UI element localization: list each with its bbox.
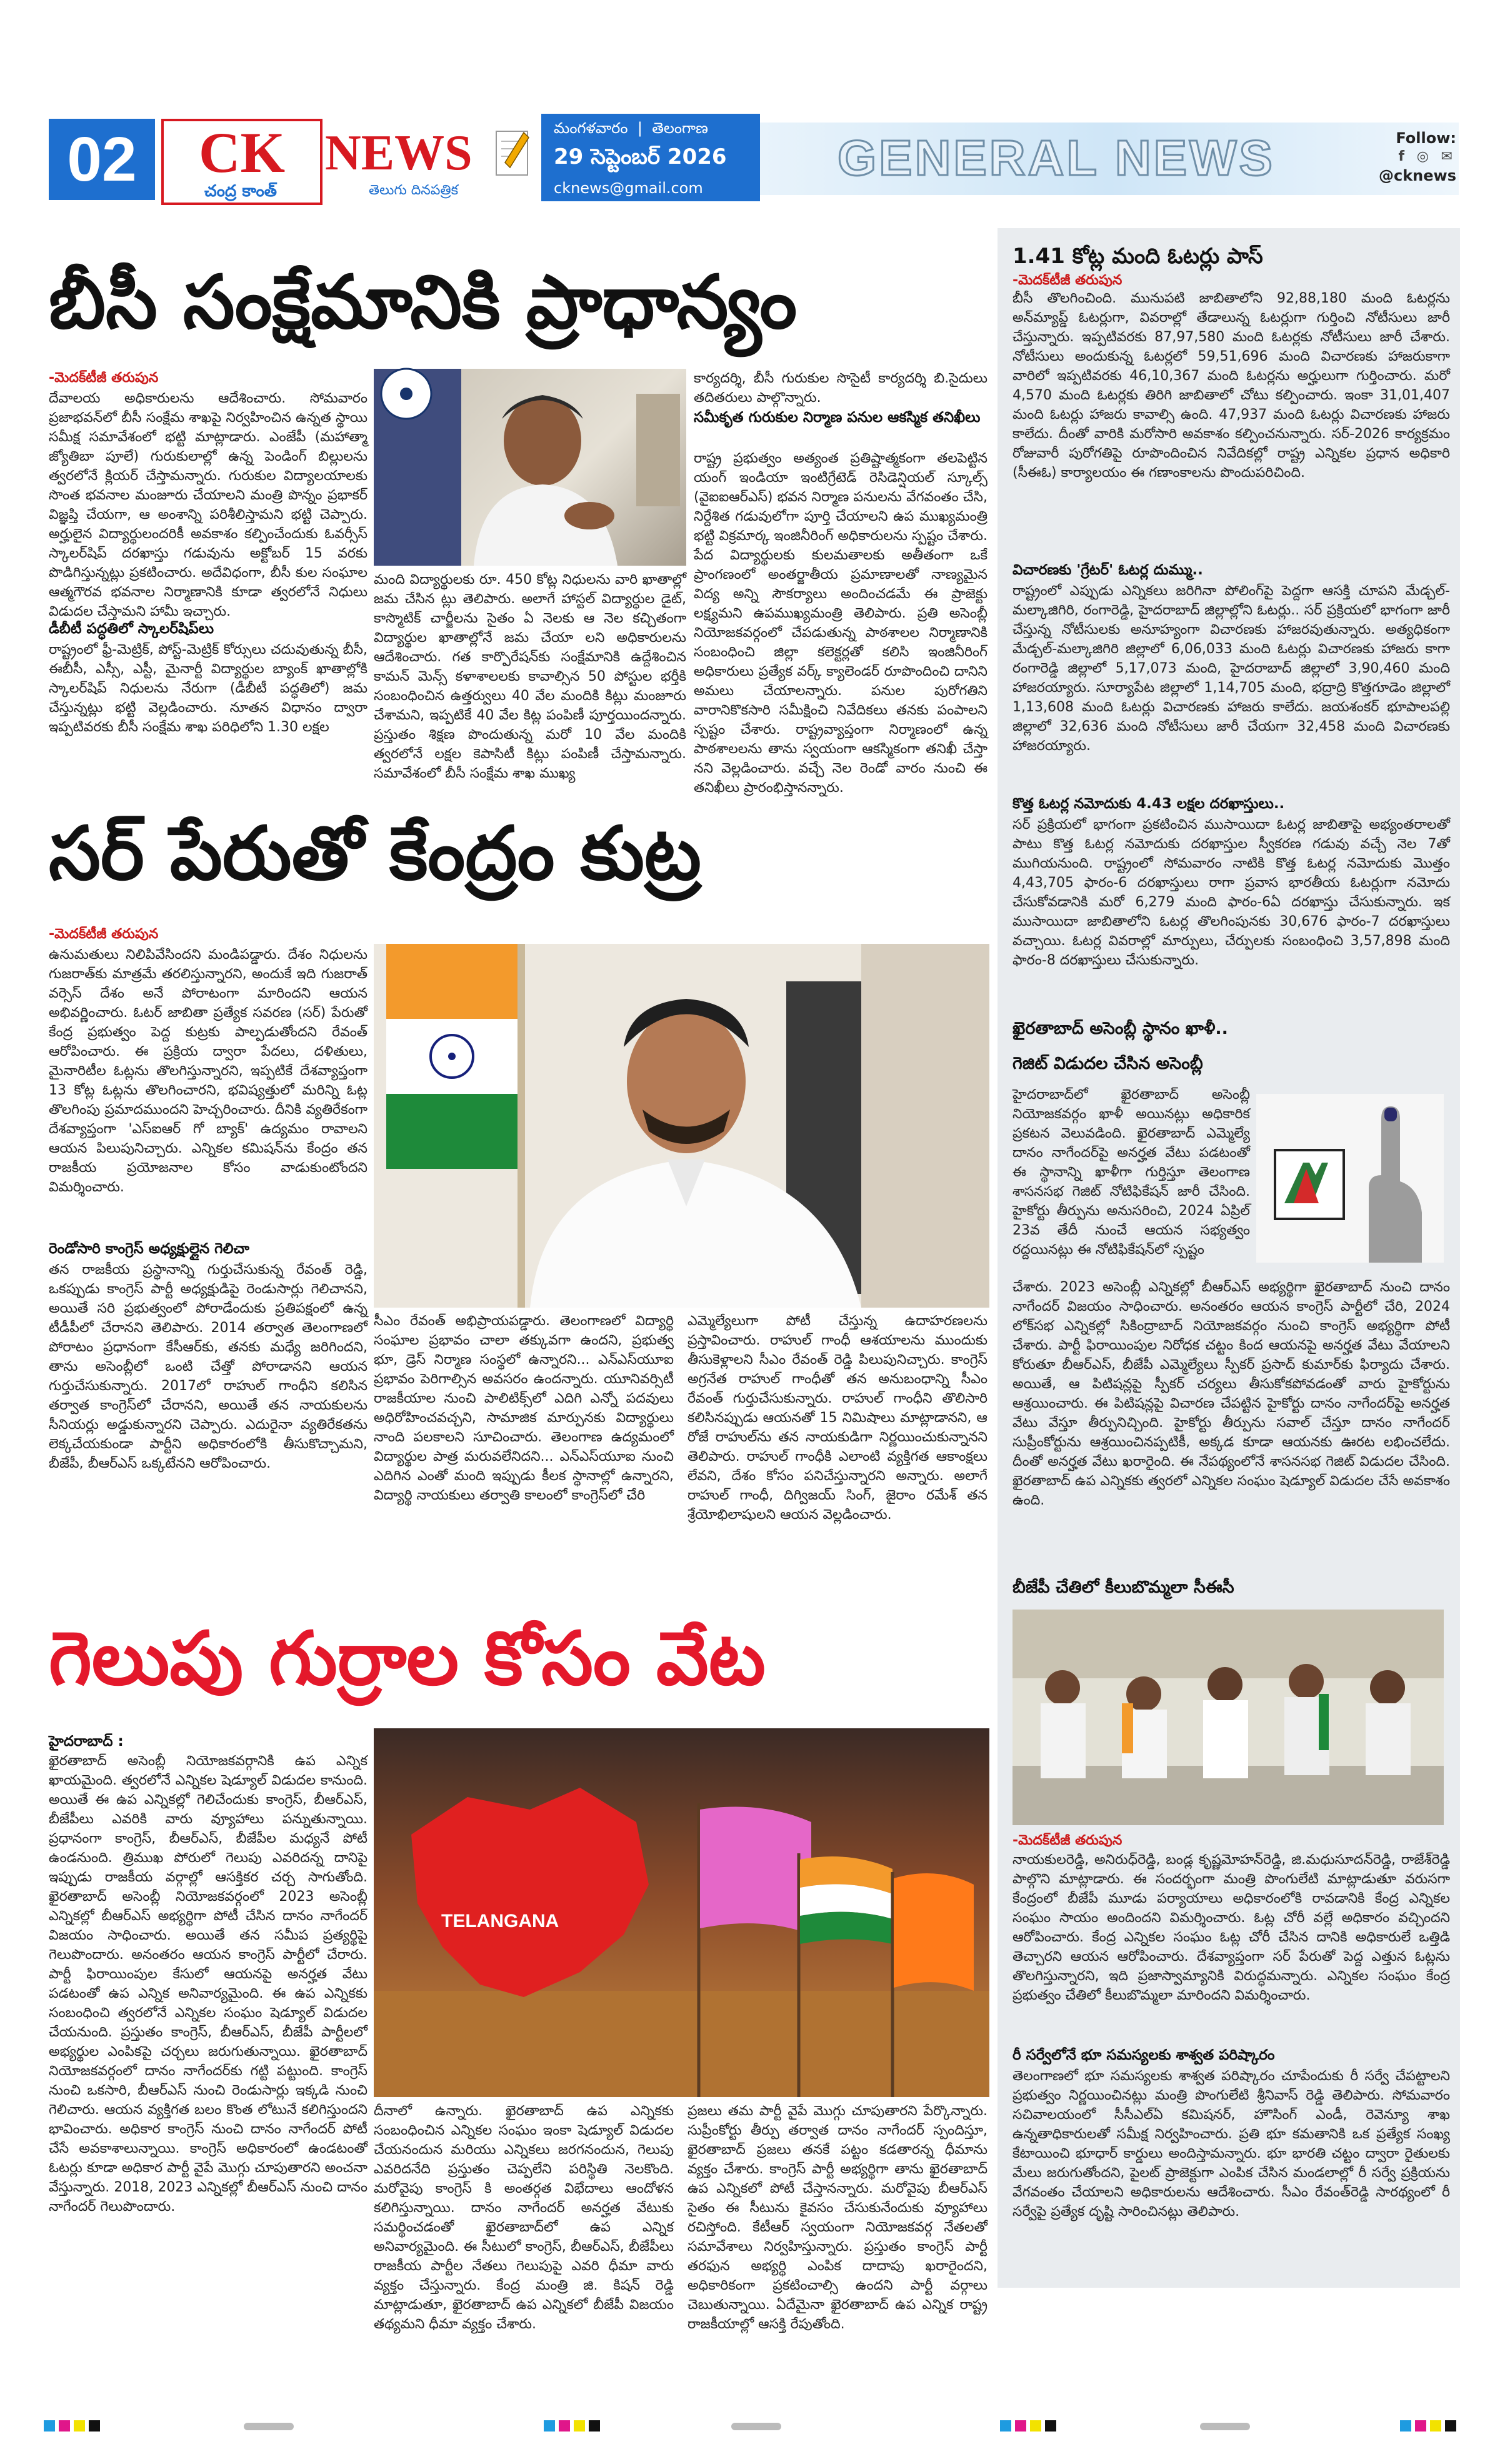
article3-headline: గెలుపు గుర్రాల కోసం వేట — [49, 1615, 766, 1701]
article1-col3: కార్యదర్శి, బీసీ గురుకుల సొసైటీ కార్యదర్శి బి.సైదులు తదితరులు పాల్గొన్నారు. — [694, 371, 988, 406]
section-title: GENERAL NEWS — [838, 130, 1275, 186]
article3-photo — [374, 1728, 989, 2097]
social-handle[interactable]: @cknews — [1378, 167, 1456, 184]
cyan-mark — [44, 2420, 55, 2431]
weekday-state: మంగళవారం | తెలంగాణ — [554, 119, 708, 137]
sidebar-story3-photo — [1012, 1610, 1444, 1825]
cyan-mark — [544, 2420, 555, 2431]
yellow-mark — [1030, 2420, 1041, 2431]
article1-headline: బీసీ సంక్షేమానికి ప్రాధాన్యం — [49, 259, 798, 345]
sidebar-story2-body-a: హైదరాబాద్‌లో ఖైరతాబాద్ అసెంబ్లీ నియోజకవర్గం ఖాళీ అయినట్లు అధికారిక ప్రకటన వెలువడింది. ఖైరతాబాద్ ఎమ్మెల్యే దానం నాగేందర్‌పై అనర్హత వేటు పడటంతో ఈ స్థానాన్ని ఖాళీగా గుర్తిస్తూ తెలంగాణ శాసనసభ గెజిట్ నోటిఫికేషన్ జారీ చేసింది. హైకోర్టు తీర్పును అనుసరించి, 2024 ఏప్రిల్ 23వ తేదీ నుంచే ఆయన సభ్యత్వం రద్దయినట్లు ఈ నోటిఫికేషన్‌లో స్పష్టం — [1012, 1087, 1250, 1258]
date-box — [541, 114, 760, 201]
article1-photo — [374, 369, 686, 566]
magenta-mark — [59, 2420, 70, 2431]
issue-date: 29 సెప్టెంబర్ 2026 — [554, 144, 727, 169]
follow-label: Follow: — [1396, 129, 1456, 147]
magenta-mark — [1015, 2420, 1026, 2431]
yellow-mark — [74, 2420, 85, 2431]
black-mark — [589, 2420, 600, 2431]
sidebar-story3-headline: బీజేపీ చేతిలో కీలుబొమ్మలా సీఈసీ — [1012, 1578, 1234, 1597]
follow-box — [1362, 129, 1456, 191]
sidebar-story3-body2: తెలంగాణలో భూ సమస్యలకు శాశ్వత పరిష్కారం చూపేందుకు రీ సర్వే చేపట్టాలని ప్రభుత్వం నిర్ణయించినట్లు మంత్రి పొంగులేటి శ్రీనివాస్ రెడ్డి తెలిపారు. సోమవారం సచివాలయంలో సీసీఎల్ఏ కమిషనర్, హౌసింగ్ ఎండీ, రెవెన్యూ శాఖ ఉన్నతాధికారులతో సమీక్ష నిర్వహించారు. ప్రతి భూ కమతానికి ఒక ప్రత్యేక సంఖ్య కేటాయించి భూధార్ కార్డులు అందిస్తామన్నారు. భూ భారతి చట్టం ద్వారా రైతులకు మేలు జరుగుతోందని, పైలట్ ప్రాజెక్టుగా ఎంపిక చేసిన మండలాల్లో రీ సర్వే ప్రక్రియను వేగవంతం చేయాలని అధికారులను ఆదేశించారు. సీఎం రేవంత్‌రెడ్డి సారథ్యంలో రీ సర్వేపై ప్రత్యేక దృష్టి సారించినట్లు తెలిపారు. — [1012, 2068, 1450, 2220]
chief-minister-photo — [374, 944, 989, 1308]
sidebar-story2-body-b: చేశారు. 2023 అసెంబ్లీ ఎన్నికల్లో బీఆర్ఎస్ అభ్యర్థిగా ఖైరతాబాద్ నుంచి దానం నాగేందర్ విజయం సాధించారు. అనంతరం ఆయన కాంగ్రెస్ పార్టీలో చేరి, 2024 లోక్‌సభ ఎన్నికల్లో సికింద్రాబాద్ నియోజకవర్గం నుంచి కాంగ్రెస్ అభ్యర్థిగా పోటీ చేశారు. పార్టీ ఫిరాయింపుల నిరోధక చట్టం కింద ఆయనపై అనర్హత వేటు వేయాలని కోరుతూ బీఆర్ఎస్, బీజేపీ ఎమ్మెల్యేలు స్పీకర్ ప్రసాద్ కుమార్‌కు ఫిర్యాదు చేశారు. అయితే, ఆ పిటిషన్లపై స్పీకర్ చర్యలు తీసుకోకపోవడంతో వారు హైకోర్టును ఆశ్రయించారు. ఈ పిటిషన్లపై విచారణ చేపట్టిన హైకోర్టు దానం నాగేందర్‌పై అనర్హత వేటు వేస్తూ తీర్పునిచ్చింది. హైకోర్టు తీర్పును సవాల్ చేస్తూ దానం నాగేందర్ సుప్రీంకోర్టును ఆశ్రయించినప్పటికీ, అక్కడ కూడా ఆయనకు ఊరట లభించలేదు. దీంతో అనర్హత వేటు ఖరారైంది. ఈ నేపథ్యంలోనే శాసనసభ గెజిట్ విడుదల చేసింది. ఖైరతాబాద్ ఉప ఎన్నికకు త్వరలో ఎన్నికల సంఘం షెడ్యూల్ విడుదల చేసే అవకాశం ఉంది. — [1012, 1280, 1450, 1508]
sidebar-story2-photo — [1256, 1094, 1444, 1263]
voting-finger-image — [1256, 1094, 1444, 1263]
yellow-mark — [1430, 2420, 1441, 2431]
sidebar-story1-sub2: కొత్త ఓటర్ల నమోదుకు 4.43 లక్షల దరఖాస్తులు.. — [1012, 796, 1285, 812]
magenta-mark — [559, 2420, 570, 2431]
article1-byline: -మెదక్‌టీజీ తరుపున — [49, 370, 159, 386]
yellow-mark — [574, 2420, 585, 2431]
article2-photo — [374, 944, 989, 1308]
news-wordmark: NEWS — [325, 126, 472, 181]
sidebar-story3-byline: -మెదక్‌టీజీ తరుపున — [1012, 1833, 1122, 1848]
article2-col3: ఎమ్మెల్యేలుగా పోటీ చేస్తున్న ఉదాహరణలను ప్రస్తావించారు. రాహుల్ గాంధీ ఆశయాలను ముందుకు తీసుకెళ్లాలని సీఎం రేవంత్ రెడ్డి పిలుపునిచ్చారు. కాంగ్రెస్ అగ్రనేత రాహుల్ గాంధీతో తన అనుబంధాన్ని సీఎం రేవంత్ గుర్తుచేసుకున్నారు. రాహుల్ గాంధీని తొలిసారి కలిసినప్పుడు ఆయనతో 15 నిమిషాలు మాట్లాడానని, ఆ రోజే రాహుల్‌ను తన నాయకుడిగా నిర్ణయించుకున్నానని తెలిపారు. రాహుల్ గాంధీకి ఎలాంటి వ్యక్తిగత ఆకాంక్షలు లేవని, దేశం కోసం పనిచేస్తున్నారని అన్నారు. అలాగే రాహుల్ గాంధీ, దిగ్విజయ్ సింగ్, జైరాం రమేశ్ తన శ్రేయోభిలాషులని ఆయన వెల్లడించారు. — [688, 1313, 988, 1523]
page-number: 02 — [49, 119, 155, 200]
article2-col1b: తన రాజకీయ ప్రస్థానాన్ని గుర్తుచేసుకున్న రేవంత్ రెడ్డి, ఒకప్పుడు కాంగ్రెస్ పార్టీ అధ్యక్షుడిపై రెండుసార్లు గెలిచానని, అయితే సరి ప్రభుత్వంలో పోరాడేందుకు ప్రతిపక్షంలో ఉన్న టీడీపీలో చేరానని తెలిపారు. 2014 తర్వాత తెలంగాణలో పోరాటం ప్రధానంగా కేసీఆర్‌కు, తనకు మధ్యే జరిగిందని, తాను అసెంబ్లీలో ఒంటి చేత్తో పోరాడానని ఆయన గుర్తుచేసుకున్నారు. 2017లో రాహుల్ గాంధీని కలిసిన తర్వాత కాంగ్రెస్‌లో చేరానని, అయితే తన నాయకులను సీనియర్లు అడ్డుకున్నారని చెప్పారు. ఎదురైనా వ్యతిరేకతను లెక్కచేయకుండా పార్టీని అధికారంలోకి తీసుకొచ్చామని, బీజేపీ, బీఆర్ఎస్ ఒక్కటేనని ఆరోపించారు. — [49, 1262, 368, 1471]
tagline: తెలుగు దినపత్రిక — [369, 183, 459, 198]
cyan-mark — [1400, 2420, 1411, 2431]
article2-headline: సర్ పేరుతో కేంద్రం కుట్ర — [49, 810, 701, 896]
article2-col1: ఉనుమతులు నిలిపివేసిందని మండిపడ్డారు. దేశం నిధులను గుజరాత్‌కు మాత్రమే తరలిస్తున్నారని, అందుకే ఇది గుజరాత్ వర్సెస్ దేశం అనే పోరాటంగా మారిందని ఆయన అభివర్ణించారు. ఓటర్ జాబితా ప్రత్యేక సవరణ (సర్) పేరుతో కేంద్ర ప్రభుత్వం పెద్ద కుట్రకు పాల్పడుతోందని రేవంత్ ఆరోపించారు. ఈ ప్రక్రియ ద్వారా పేదలు, దళితులు, మైనారిటీల ఓట్లను తొలగిస్తున్నారని, ఇప్పటికే దేశవ్యాప్తంగా 13 కోట్ల ఓట్లను తొలగించారని, భవిష్యత్తులో మరిన్ని ఓట్ల తొలగింపు ప్రమాదముందని హెచ్చరించారు. దీనికి వ్యతిరేకంగా దేశవ్యాప్తంగా 'ఎస్‌ఐఆర్ గో బ్యాక్' ఉద్యమం రావాలని ఆయన పిలుపునిచ్చారు. ఎన్నికల కమిషన్‌ను కేంద్రం తన రాజకీయ ప్రయోజనాల కోసం వాడుకుంటోందని విమర్శించారు. — [49, 947, 368, 1195]
logo-name: చంద్ర కాంత్ — [204, 182, 278, 201]
article3-dateline: హైదరాబాద్ : — [49, 1733, 124, 1750]
article2-col2: సీఎం రేవంత్ అభిప్రాయపడ్డారు. తెలంగాణలో విద్యార్థి సంఘాల ప్రభావం చాలా తక్కువగా ఉందని, ప్రభుత్వ భూ, డ్రెస్ నిర్మాణ సంస్థలో ఉన్నారని... ఎన్‌ఎస్‌యూఐ ప్రభావం పెరిగాల్సిన అవసరం ఉందన్నారు. యూనివర్సిటీ రాజకీయాల నుంచి పాలిటిక్స్‌లో ఎదిగి ఎన్నో పదవులు అధిరోహించవచ్చని, సామాజిక మార్పునకు విద్యార్థులు నాంది పలకాలని సూచించారు. తెలంగాణ ఉద్యమంలో విద్యార్థుల పాత్ర మరువలేనిదని... ఎన్‌ఎస్‌యూఐ నుంచి ఎదిగిన ఎంతో మంది ఇప్పుడు కీలక స్థానాల్లో ఉన్నారని, విద్యార్థి నాయకులు తర్వాతి కాలంలో కాంగ్రెస్‌లో చేరి — [374, 1313, 674, 1503]
article3-col1: ఖైరతాబాద్ అసెంబ్లీ నియోజకవర్గానికి ఉప ఎన్నిక ఖాయమైంది. త్వరలోనే ఎన్నికల షెడ్యూల్ విడుదల కానుంది. అయితే ఈ ఉప ఎన్నికల్లో గెలిచేందుకు కాంగ్రెస్, బీఆర్ఎస్, బీజేపీలు ఎవరికి వారు వ్యూహాలు పన్నుతున్నాయి. ప్రధానంగా కాంగ్రెస్, బీఆర్ఎస్, బీజేపీల మధ్యనే పోటీ ఉండనుంది. త్రిముఖ పోరులో గెలుపు ఎవరిదన్న దానిపై ఇప్పుడు రాజకీయ వర్గాల్లో ఆసక్తికర చర్చ సాగుతోంది. ఖైరతాబాద్ అసెంబ్లీ నియోజకవర్గంలో 2023 అసెంబ్లీ ఎన్నికల్లో బీఆర్ఎస్ అభ్యర్థిగా పోటీ చేసిన దానం నాగేందర్ విజయం సాధించారు. అయితే తన సమీప ప్రత్యర్థిపై గెలుపొందారు. అనంతరం ఆయన కాంగ్రెస్ పార్టీలో చేరారు. పార్టీ ఫిరాయింపుల కేసులో ఆయనపై అనర్హత వేటు పడటంతో ఉప ఎన్నిక అనివార్యమైంది. ఈ ఉప ఎన్నికకు సంబంధించి త్వరలోనే ఎన్నికల సంఘం షెడ్యూల్ విడుదల చేయనుంది. ప్రస్తుతం కాంగ్రెస్, బీఆర్ఎస్, బీజేపీ పార్టీలలో అభ్యర్థుల ఎంపికపై చర్చలు జరుగుతున్నాయి. ఖైరతాబాద్ నియోజకవర్గంలో దానం నాగేందర్‌కు గట్టి పట్టుంది. కాంగ్రెస్ నుంచి ఒకసారి, బీఆర్ఎస్ నుంచి రెండుసార్లు ఇక్కడి నుంచి గెలిచారు. ఆయన వ్యక్తిగత బలం కొంత లోటునే కలిగిస్తుందని భావించారు. అధికార కాంగ్రెస్ నుంచి దానం నాగేందర్ పోటీ చేసే అవకాశాలున్నాయి. కాంగ్రెస్ అధికారంలో ఉండటంతో ఓటర్లు కూడా అధికార పార్టీ వైపే మొగ్గు చూపుతారని అంచనా వేస్తున్నారు. 2018, 2023 ఎన్నికల్లో బీఆర్ఎస్ నుంచి దానం నాగేందర్ గెలుపొందారు. — [49, 1753, 368, 2215]
register-bar — [731, 2423, 781, 2430]
sidebar-story3-subhead: రీ సర్వేలోనే భూ సమస్యలకు శాశ్వత పరిష్కారం — [1012, 2047, 1275, 2063]
black-mark — [1045, 2420, 1056, 2431]
print-registration-marks — [44, 2416, 1456, 2435]
article2-byline: -మెదక్‌టీజీ తరుపున — [49, 926, 159, 942]
article2-col1-subhead: రెండోసారి కాంగ్రెస్ అధ్యక్షుల్లైన గెలిచా — [49, 1241, 249, 1257]
article1-col2: మంది విద్యార్థులకు రూ. 450 కోట్ల నిధులను వారి ఖాతాల్లో జమ చేసిన ట్లు తెలిపారు. అలాగే హాస్టల్ విద్యార్థుల డైట్, కాస్మొటిక్ చార్జీలను సైతం ఏ నెలకు ఆ నెల కచ్చితంగా విద్యార్థుల ఖాతాల్లోనే జమ చేయా లని అధికారులను ఆదేశించారు. గత కార్పొరేషన్‌కు సంక్షేమానికి ఉద్దేశించిన కామన్ మెన్స్ కళాశాలలకు కావాల్సిన 50 పోస్టుల భర్తీకి సంబంధించిన ఉత్తర్వులు 40 వేల మందికి కిట్లు మంజూరు చేశామని, ఇప్పటికే 40 వేల కిట్ల పంపిణీ పూర్తయిందన్నారు. ప్రస్తుతం శిక్షణ పొందుతున్న మరో 10 వేల మందికి త్వరలోనే లక్షల కెపాసిటీ కిట్లు పంపిణీ చేస్తామన్నారు. సమావేశంలో బీసీ సంక్షేమ శాఖ ముఖ్య — [374, 572, 686, 781]
sidebar-story1-byline: -మెదక్‌టీజీ తరుపున — [1012, 273, 1122, 288]
article1-col1b: రాష్ట్రంలో ఫ్రీ-మెట్రిక్, పోస్ట్-మెట్రిక్ కోర్సులు చదువుతున్న బీసీ, ఈబీసీ, ఎస్సీ, ఎస్టీ, మైనార్టీ విద్యార్థుల బ్యాంక్ ఖాతాల్లోకి స్కాలర్‌షిప్ నిధులను నేరుగా (డీబీటీ పద్ధతిలో) జమ చేస్తున్నట్లు భట్టి వెల్లడించారు. నూతన విధానం ద్వారా ఇప్పటివరకు బీసీ సంక్షేమ శాఖ పరిధిలోని 1.30 లక్షల — [49, 642, 368, 735]
social-icons[interactable]: f ◎ ✉ — [1398, 149, 1456, 164]
register-bar — [1200, 2423, 1250, 2430]
sidebar-story1-body: బీసీ తొలగించింది. మునుపటి జాబితాలోని 92,88,180 మంది ఓటర్లను అన్‌మ్యాప్డ్ ఓటర్లుగా, వివరాల్లో తేడాలున్న ఓటర్లుగా గుర్తించి నోటీసులు జారీ చేస్తున్నారు. ఇప్పటివరకు 87,97,580 మంది ఓటర్లకు నోటీసులు జారీ చేశారు. నోటీసులు అందుకున్న ఓటర్లలో 59,51,696 మంది విచారణకు హాజరుకాగా వారిలో ఇప్పటివరకు 46,10,367 మంది ఓటర్లను అర్హులుగా గుర్తించారు. మరో 4,570 మంది ఓటర్లకు తిరిగి జాబితాలో చోటు కల్పించారు. ఇంకా 31,01,407 మంది ఓటర్లు హాజరు కావాల్సి ఉంది. 47,937 మంది ఓటర్లు విచారణకు హాజరు కాలేదు. దీంతో వారికి మరోసారి అవకాశం కల్పించనున్నారు. సర్-2026 కార్యక్రమం రోజువారీ పురోగతిపై రూపొందించిన నివేదికల్లో రాష్ట్ర ఎన్నికల ప్రధాన అధికారి (సీఈఓ) కార్యాలయం ఈ గణాంకాలను పొందుపరిచింది. — [1012, 291, 1450, 481]
weekday: మంగళవారం — [554, 119, 628, 137]
map-label: TELANGANA — [441, 1911, 559, 1931]
sidebar-story2-subheadline: గెజిట్ విడుదల చేసిన అసెంబ్లీ — [1012, 1054, 1203, 1073]
sidebar-story1-body3: సర్ ప్రక్రియలో భాగంగా ప్రకటించిన ముసాయిదా ఓటర్ల జాబితాపై అభ్యంతరాలతో పాటు కొత్త ఓటర్ల నమోదుకు దరఖాస్తుల స్వీకరణ గడువు వచ్చే నెల 7తో ముగియనుంది. రాష్ట్రంలో సోమవారం నాటికి కొత్త ఓటర్ల నమోదుకు మొత్తం 4,43,705 ఫారం-6 దరఖాస్తులు రాగా ప్రవాస భారతీయ ఓటర్లుగా నమోదు చేసుకోవడానికి మరో 6,279 మంది ఫారం-6ఏ దరఖాస్తు చేసుకున్నారు. ఇక ముసాయిదా జాబితాలోని ఓటర్ల తొలగింపునకు 30,676 ఫారం-7 దరఖాస్తులు వచ్చాయి. ఓటర్ల వివరాల్లో మార్పులు, చేర్పులకు సంబంధించి 3,57,898 మంది ఫారం-8 దరఖాస్తులు చేసుకున్నారు. — [1012, 817, 1450, 968]
article1-col1: దేవాలయ అధికారులను ఆదేశించారు. సోమవారం ప్రజాభవన్‌లో బీసీ సంక్షేమ శాఖపై నిర్వహించిన ఉన్నత స్థాయి సమీక్ష సమావేశంలో భట్టి మాట్లాడారు. ఎంజేపీ (మహాత్మా జ్యోతిబా పూలే) గురుకులాల్లో ఉన్న పెండింగ్ బిల్లులను త్వరలోనే క్లియర్ చేస్తామన్నారు. గురుకుల విద్యాలయాలకు సొంత భవనాల మంజూరు చేయాలని మంత్రి పొన్నం ప్రభాకర్ విజ్ఞప్తి చేయగా, ఆ అంశాన్ని పరిశీలిస్తామని భట్టి చెప్పారు. అర్హులైన విద్యార్థులందరికీ అవకాశం కల్పించేందుకు ఓవర్సీస్ స్కాలర్‌షిప్ దరఖాస్తు గడువును అక్టోబర్ 15 వరకు పొడిగిస్తున్నట్లు ప్రకటించారు. అదేవిధంగా, బీసీ కుల సంఘాల ఆత్మగౌరవ భవనాల నిర్మాణానికి కూడా త్వరలోనే నిధులు విడుదల చేస్తామని హామీ ఇచ్చారు. — [49, 391, 368, 619]
article1-col3b: రాష్ట్ర ప్రభుత్వం అత్యంత ప్రతిష్టాత్మకంగా తలపెట్టిన యంగ్ ఇండియా ఇంటిగ్రేటెడ్ రెసిడెన్షియల్ స్కూల్స్ (వైఐఐఆర్‌ఎస్) భవన నిర్మాణ పనులను వేగవంతం చేసి, నిర్దేశిత గడువులోగా పూర్తి చేయాలని ఉప ముఖ్యమంత్రి భట్టి విక్రమార్క ఇంజినీరింగ్ అధికారులను స్పష్టం చేశారు. పేద విద్యార్థులకు కులమతాలకు అతీతంగా ఒకే ప్రాంగణంలో అంతర్జాతీయ ప్రమాణాలతో నాణ్యమైన విద్య అన్ని సౌకర్యాలు అందించడమే ఈ ప్రాజెక్టు లక్ష్యమని ఉపముఖ్యమంత్రి తెలిపారు. ప్రతి అసెంబ్లీ నియోజకవర్గంలో చేపడుతున్న పాఠశాలల నిర్మాణానికి సంబంధించి జిల్లా కలెక్టర్లతో కలిసి ఇంజినీరింగ్ అధికారులు ప్రత్యేక వర్క్ క్యాలెండర్ రూపొందించి దానిని అమలు చేయాలన్నారు. పనుల పురోగతిని వారానికొకసారి సమీక్షించి నివేదికలు తనకు పంపాలని స్పష్టం చేశారు. రాష్ట్రవ్యాప్తంగా నిర్మాణంలో ఉన్న పాఠశాలలను తాను స్వయంగా ఆకస్మికంగా తనిఖీ చేస్తా నని వెల్లడించారు. వచ్చే నెల రెండో వారం నుంచి ఈ తనిఖీలు ప్రారంభిస్తానన్నారు. — [694, 451, 988, 796]
protest-sitin-photo — [1012, 1610, 1444, 1825]
article1-col1-subhead: డీబీటీ పద్ధతిలో స్కాలర్‌షిప్‌లు — [49, 621, 214, 637]
ck-logo: CK — [161, 119, 322, 205]
article3-col2: దీనాలో ఉన్నారు. ఖైరతాబాద్ ఉప ఎన్నికకు సంబంధించిన ఎన్నికల సంఘం ఇంకా షెడ్యూల్ విడుదల చేయనందున మరియు ఎన్నికలు జరగనందున, గెలుపు ఎవరిదనేది ప్రస్తుతం చెప్పలేని పరిస్థితి నెలకొంది. మరోవైపు కాంగ్రెస్ కి అంతర్గత విభేదాలు ఆందోళన కలిగిస్తున్నాయి. దానం నాగేందర్ అనర్హత వేటుకు సమర్థించడంతో ఖైరతాబాద్‌లో ఉప ఎన్నిక అనివార్యమైంది. ఈ సీటులో కాంగ్రెస్, బీఆర్ఎస్, బీజేపీలు రాజకీయ పార్టీల నేతలు గెలుపుపై ఎవరి ధీమా వారు వ్యక్తం చేస్తున్నారు. కేంద్ర మంత్రి జి. కిషన్ రెడ్డి మాట్లాడుతూ, ఖైరతాబాద్ ఉప ఎన్నికలో బీజేపీ విజయం తథ్యమని ధీమా వ్యక్తం చేశారు. — [374, 2103, 674, 2332]
sidebar-story3-body: నాయకులరెడ్డి, అనిరుధ్‌రెడ్డి, బండ్ల కృష్ణమోహన్‌రెడ్డి, జి.మధుసూదన్‌రెడ్డి, రాజేశ్‌రెడ్డి పాల్గొని మాట్లాడారు. ఈ సందర్భంగా మంత్రి పొంగులేటి మాట్లాడుతూ వరుసగా కేంద్రంలో బీజేపీ మూడు పర్యాయాలు అధికారంలోకి రావడానికి కేంద్ర ఎన్నికల సంఘం సాయం అందిందని విమర్శించారు. ఓట్ల చోరీ వల్లే అధికారం వచ్చిందని ఆరోపించారు. కేంద్ర ఎన్నికల సంఘం ఓట్ల చోరీ చేసిన దానికి అధికారులే ఒత్తిడి తెచ్చారని ఆయన ఆరోపించారు. దేశవ్యాప్తంగా సర్ పేరుతో పెద్ద ఎత్తున ఓట్లను తొలగిస్తున్నారని, ఇది ప్రజాస్వామ్యానికి విరుద్ధమన్నారు. ఎన్నికల సంఘం కేంద్ర ప్రభుత్వం చేతిలో కీలుబొమ్మలా మారిందని విమర్శించారు. — [1012, 1852, 1450, 2003]
sidebar-story1-body2: రాష్ట్రంలో ఎప్పుడు ఎన్నికలు జరిగినా పోలింగ్‌పై పెద్దగా ఆసక్తి చూపని మేడ్చల్-మల్కాజిగిరి, రంగారెడ్డి, హైదరాబాద్ జిల్లాల్లోని ఓటర్లు.. సర్ ప్రక్రియలో భాగంగా జారీ చేస్తున్న నోటీసులకు అనూహ్యంగా విచారణకు హాజరవుతున్నారు. అత్యధికంగా మేడ్చల్-మల్కాజిగిరి జిల్లాలో 6,06,033 మంది ఓటర్లు విచారణకు హాజరు కాగా రంగారెడ్డి జిల్లాలో 5,17,073 మంది, హైదరాబాద్ జిల్లాలో 3,90,460 మంది హాజరయ్యారు. సూర్యాపేట జిల్లాలో 1,14,705 మంది, భద్రాద్రి కొత్తగూడెం జిల్లాలో 1,13,608 మంది ఓటర్లు విచారణకు హాజరు కాలేదు. జయశంకర్ భూపాలపల్లి జిల్లాలో 32,636 మంది నోటీసులు జారీ చేయగా 32,458 మంది విచారణకు హాజరయ్యారు. — [1012, 583, 1450, 754]
article1-col3-subhead: సమీకృత గురుకుల నిర్మాణ పనుల ఆకస్మిక తనిఖీలు — [694, 409, 981, 426]
sidebar-story1-headline: 1.41 కోట్ల మంది ఓటర్లు పాస్ — [1012, 244, 1263, 269]
state: తెలంగాణ — [652, 119, 708, 137]
contact-email[interactable]: cknews@gmail.com — [554, 179, 703, 197]
pen-icon — [494, 129, 531, 179]
cyan-mark — [1000, 2420, 1011, 2431]
sidebar-story1-sub1: విచారణకు 'గ్రేటర్' ఓటర్ల దుమ్ము.. — [1012, 562, 1203, 578]
party-flags-map-image — [374, 1728, 989, 2097]
magenta-mark — [1415, 2420, 1426, 2431]
register-bar — [244, 2423, 294, 2430]
black-mark — [1445, 2420, 1456, 2431]
article3-col3: ప్రజలు తమ పార్టీ వైపే మొగ్గు చూపుతారని పేర్కొన్నారు. సుప్రీంకోర్టు తీర్పు తర్వాత దానం నాగేందర్ స్పందిస్తూ, ఖైరతాబాద్ ప్రజలు తనకే పట్టం కడతారన్న ధీమాను వ్యక్తం చేశారు. కాంగ్రెస్ పార్టీ అభ్యర్థిగా తాను ఖైరతాబాద్ ఉప ఎన్నికలో పోటీ చేస్తానన్నారు. మరోవైపు బీఆర్ఎస్ సైతం ఈ సీటును కైవసం చేసుకునేందుకు వ్యూహాలు రచిస్తోంది. కేటీఆర్ స్వయంగా నియోజకవర్గ నేతలతో సమావేశాలు నిర్వహిస్తున్నారు. ప్రస్తుతం కాంగ్రెస్ పార్టీ తరఫున అభ్యర్థి ఎంపిక దాదాపు ఖరారైందని, అధికారికంగా ప్రకటించాల్సి ఉందని పార్టీ వర్గాలు చెబుతున్నాయి. ఏదేమైనా ఖైరతాబాద్ ఉప ఎన్నిక రాష్ట్ర రాజకీయాల్లో ఆసక్తి రేపుతోంది. — [688, 2103, 988, 2332]
sidebar-story2-headline: ఖైరతాబాద్ అసెంబ్లీ స్థానం ఖాళీ.. — [1012, 1019, 1228, 1038]
minister-photo — [374, 369, 686, 566]
black-mark — [89, 2420, 100, 2431]
